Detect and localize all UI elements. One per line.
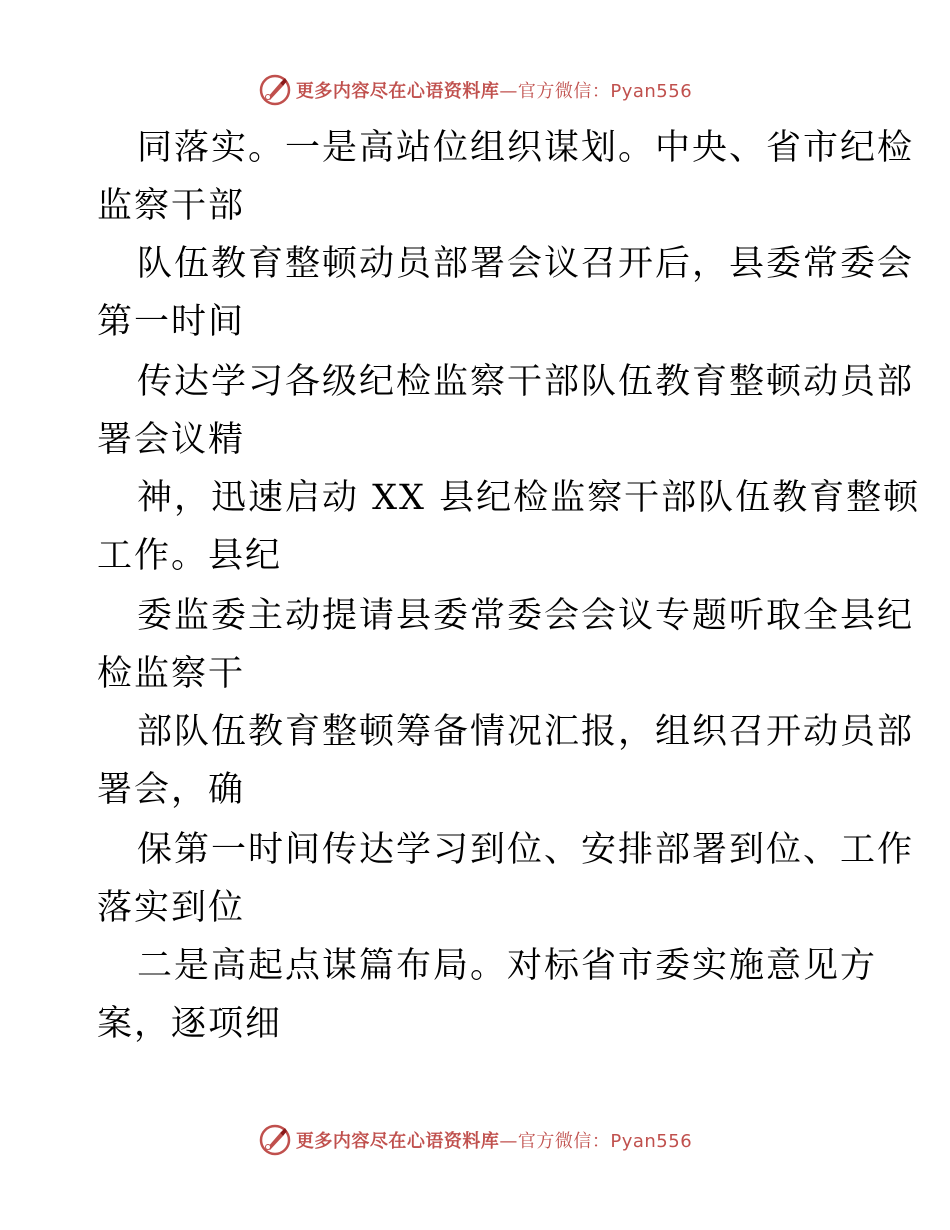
text-line: 落实到位	[97, 888, 246, 928]
text-line: 传达学习各级纪检监察干部队伍教育整顿动员部	[137, 362, 915, 402]
text-line: 工作。县纪	[97, 536, 283, 576]
text-line: 神，迅速启动 XX 县纪检监察干部队伍教育整顿	[137, 478, 921, 518]
footer-watermark	[0, 1120, 950, 1160]
text-line: 部队伍教育整顿筹备情况汇报，组织召开动员部	[137, 712, 915, 752]
text-line: 二是高起点谋篇布局。对标省市委实施意见方	[137, 946, 878, 986]
watermark-main: 更多内容尽在心语资料库	[295, 81, 500, 102]
text-line: 署会，确	[97, 770, 246, 810]
text-line: 保第一时间传达学习到位、安排部署到位、工作	[137, 830, 915, 870]
text-line: 队伍教育整顿动员部署会议召开后，县委常委会	[137, 244, 915, 284]
quill-pen-logo-icon	[258, 1123, 292, 1157]
text-line: 检监察干	[97, 654, 246, 694]
text-line: 署会议精	[97, 420, 246, 460]
text-line: 同落实。一是高站位组织谋划。中央、省市纪检	[137, 128, 915, 168]
text-line: 监察干部	[97, 186, 246, 226]
watermark-main: 更多内容尽在心语资料库	[295, 1131, 500, 1152]
watermark-wechat: 官方微信：Pyan556	[517, 1131, 693, 1152]
text-line: 委监委主动提请县委常委会会议专题听取全县纪	[137, 596, 915, 636]
text-line: 案，逐项细	[97, 1004, 283, 1044]
watermark-separator: —	[499, 1131, 518, 1152]
text-line: 第一时间	[97, 302, 246, 342]
watermark-wechat: 官方微信：Pyan556	[517, 81, 693, 102]
watermark-separator: —	[499, 81, 518, 102]
watermark-text	[296, 1127, 692, 1153]
